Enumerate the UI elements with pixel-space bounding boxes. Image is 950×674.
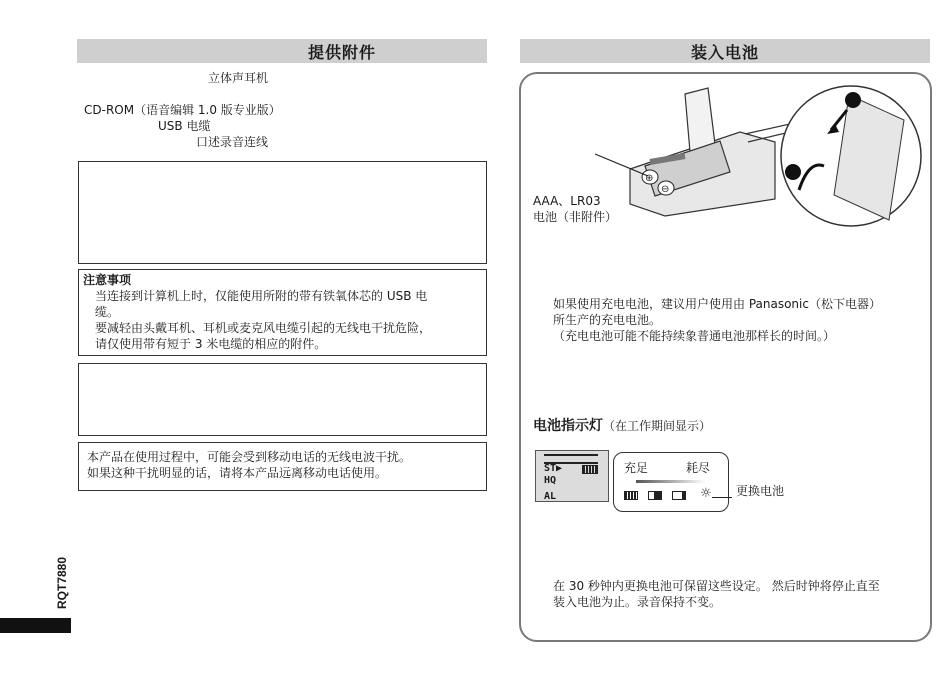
battery-icon-low bbox=[672, 491, 686, 500]
svg-text:⊖: ⊖ bbox=[661, 184, 670, 195]
empty-notice-box-2 bbox=[78, 363, 487, 436]
accessories-header bbox=[77, 39, 487, 63]
lcd-line-hq: HQ bbox=[544, 475, 557, 486]
rechargeable-note-line-3: （充电电池可能不能持续象普通电池那样长的时间。） bbox=[553, 329, 836, 343]
rechargeable-note-line-2: 所生产的充电电池。 bbox=[553, 313, 662, 327]
page-edge-tab bbox=[0, 618, 71, 633]
battery-indicator-subtitle: （在工作期间显示） bbox=[603, 419, 712, 433]
battery-icon-empty-flashing: ☼ bbox=[700, 486, 712, 501]
lcd-line-st: ST▶ bbox=[544, 463, 563, 474]
accessories-header-text: 提供附件 bbox=[307, 42, 376, 62]
battery-header-text: 装入电池 bbox=[690, 42, 759, 62]
step-two-dot bbox=[785, 164, 801, 180]
battery-empty-label: 耗尽 bbox=[686, 461, 711, 475]
document-code bbox=[53, 555, 71, 610]
caution-box bbox=[78, 269, 487, 356]
lcd-battery-icon bbox=[582, 465, 598, 474]
rechargeable-note-line-1: 如果使用充电电池，建议用户使用由 Panasonic（松下电器） bbox=[553, 297, 881, 311]
replace-note-line-2: 装入电池为止。录音保持不变。 bbox=[553, 595, 722, 609]
lcd-line-al: AL bbox=[544, 491, 557, 502]
mobile-warning-line-2: 如果这种干扰明显的话，请将本产品远离移动电话使用。 bbox=[87, 466, 388, 480]
battery-type-label: AAA、LR03 bbox=[533, 194, 601, 208]
battery-level-gradient bbox=[636, 480, 706, 483]
battery-indicator-heading bbox=[533, 418, 711, 435]
caution-line-1: 当连接到计算机上时，仅能使用所附的带有铁氧体芯的 USB 电 bbox=[95, 289, 428, 303]
mobile-warning-box bbox=[78, 442, 487, 491]
mobile-warning-line-1: 本产品在使用过程中，可能会受到移动电话的无线电波干扰。 bbox=[87, 450, 412, 464]
battery-loading-illustration bbox=[590, 84, 790, 219]
replace-note-line-1: 在 30 秒钟内更换电池可保留这些设定。 然后时钟将停止直至 bbox=[553, 579, 880, 593]
battery-icon-full bbox=[624, 491, 638, 500]
battery-indicator-title: 电池指示灯 bbox=[533, 418, 603, 434]
replace-battery-label: 更换电池 bbox=[736, 484, 785, 498]
caution-line-3: 要减轻由头戴耳机、耳机或麦克风电缆引起的无线电干扰危险， bbox=[95, 321, 432, 335]
battery-header bbox=[520, 39, 930, 63]
document-code-text: RQT7880 bbox=[55, 556, 69, 609]
recorder-body-drawing bbox=[630, 88, 790, 216]
caution-line-2: 缆。 bbox=[95, 305, 120, 319]
battery-icon-half bbox=[648, 491, 662, 500]
caution-line-4: 请仅使用带有短于 3 米电缆的相应的附件。 bbox=[95, 337, 327, 351]
step-one-dot bbox=[845, 92, 861, 108]
accessory-item-headphones: 立体声耳机 bbox=[208, 71, 269, 85]
battery-type-note: 电池（非附件） bbox=[533, 210, 618, 224]
accessory-item-usb-cable: USB 电缆 bbox=[158, 119, 211, 133]
accessory-item-dictation-cord: 口述录音连线 bbox=[196, 135, 269, 149]
battery-full-label: 充足 bbox=[624, 461, 649, 475]
caution-title: 注意事项 bbox=[83, 273, 132, 287]
accessory-item-cdrom: CD-ROM（语音编辑 1.0 版专业版） bbox=[84, 103, 281, 117]
replace-pointer-line bbox=[712, 497, 732, 498]
battery-cover-zoom-circle bbox=[779, 80, 924, 230]
empty-notice-box-1 bbox=[78, 161, 487, 264]
lcd-display bbox=[535, 450, 609, 502]
svg-text:⊕: ⊕ bbox=[645, 173, 654, 184]
battery-level-bubble bbox=[613, 452, 729, 512]
